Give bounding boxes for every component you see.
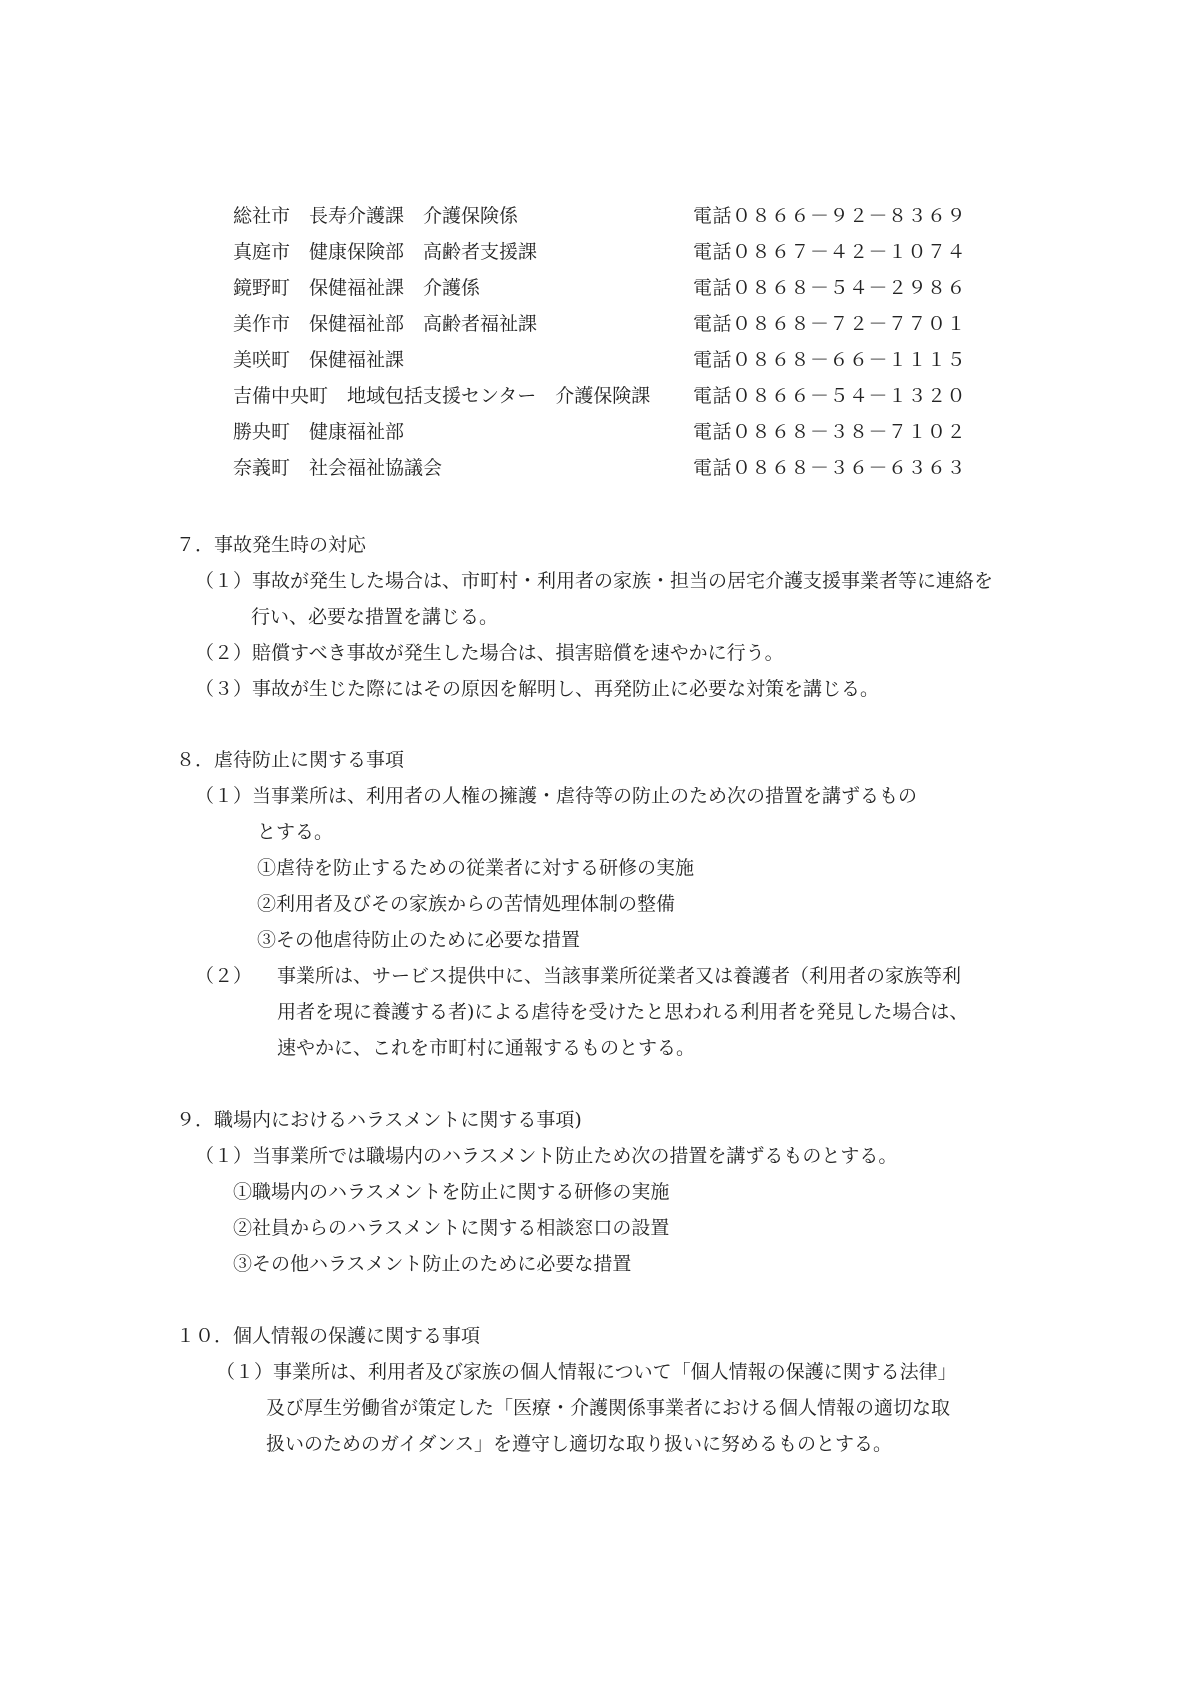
sub-item: ①虐待を防止するための従業者に対する研修の実施	[257, 857, 695, 879]
contact-phone: 電話０８６６－９２－８３６９	[693, 205, 967, 227]
contact-org: 勝央町 健康福祉部	[233, 421, 405, 443]
contact-org: 鏡野町 保健福祉課 介護係	[233, 277, 481, 299]
list-item: （２）賠償すべき事故が発生した場合は、損害賠償を速やかに行う。	[195, 642, 784, 664]
list-item: （１）事業所は、利用者及び家族の個人情報について「個人情報の保護に関する法律」	[216, 1361, 957, 1383]
contact-row	[233, 198, 993, 234]
contact-row	[233, 306, 993, 342]
sub-item: ③その他ハラスメント防止のために必要な措置	[233, 1253, 632, 1275]
contact-phone: 電話０８６８－７２－７７０１	[693, 313, 967, 335]
contact-row	[233, 234, 993, 270]
list-item-continuation: 行い、必要な措置を講じる。	[251, 606, 499, 628]
list-item-continuation: とする。	[257, 821, 334, 843]
list-item: 事業所は、サービス提供中に、当該事業所従業者又は養護者（利用者の家族等利	[277, 965, 962, 987]
contact-org: 美作市 保健福祉部 高齢者福祉課	[233, 313, 538, 335]
list-item: （１）当事業所は、利用者の人権の擁護・虐待等の防止のため次の措置を講ずるもの	[195, 785, 918, 807]
list-item-continuation: 速やかに、これを市町村に通報するものとする。	[277, 1037, 696, 1059]
section-heading: ８．虐待防止に関する事項	[176, 749, 405, 771]
contact-row	[233, 342, 993, 378]
contact-row	[233, 270, 993, 306]
contact-org: 総社市 長寿介護課 介護保険係	[233, 205, 519, 227]
list-item-continuation: 及び厚生労働省が策定した「医療・介護関係事業者における個人情報の適切な取	[266, 1397, 951, 1419]
list-item: （３）事故が生じた際にはその原因を解明し、再発防止に必要な対策を講じる。	[195, 678, 880, 700]
sub-item: ①職場内のハラスメントを防止に関する研修の実施	[233, 1181, 670, 1203]
list-item: （１）事故が発生した場合は、市町村・利用者の家族・担当の居宅介護支援事業者等に連絡を	[195, 570, 994, 592]
sub-item: ③その他虐待防止のために必要な措置	[257, 929, 581, 951]
contact-phone: 電話０８６７－４２－１０７４	[693, 241, 967, 263]
list-item-continuation: 扱いのためのガイダンス」を遵守し適切な取り扱いに努めるものとする。	[266, 1433, 893, 1455]
contact-org: 美咲町 保健福祉課	[233, 349, 405, 371]
section-heading: ９．職場内におけるハラスメントに関する事項)	[176, 1109, 582, 1131]
contact-phone: 電話０８６８－３８－７１０２	[693, 421, 967, 443]
section-heading: ７．事故発生時の対応	[176, 534, 367, 556]
contact-row	[233, 378, 993, 414]
contact-phone: 電話０８６８－５４－２９８６	[693, 277, 967, 299]
contact-phone: 電話０８６８－６６－１１１５	[693, 349, 967, 371]
contact-org: 吉備中央町 地域包括支援センター 介護保険課	[233, 385, 651, 407]
list-item-label: （２）	[195, 965, 253, 987]
contact-row	[233, 414, 993, 450]
contact-org: 奈義町 社会福祉協議会	[233, 457, 443, 479]
sub-item: ②社員からのハラスメントに関する相談窓口の設置	[233, 1217, 670, 1239]
contact-org: 真庭市 健康保険部 高齢者支援課	[233, 241, 538, 263]
section-heading: １０．個人情報の保護に関する事項	[176, 1325, 481, 1347]
sub-item: ②利用者及びその家族からの苦情処理体制の整備	[257, 893, 676, 915]
list-item: （１）当事業所では職場内のハラスメント防止ため次の措置を講ずるものとする。	[195, 1145, 898, 1167]
list-item-continuation: 用者を現に養護する者)による虐待を受けたと思われる利用者を発見した場合は、	[277, 1001, 969, 1023]
contact-list	[233, 198, 993, 486]
contact-phone: 電話０８６６－５４－１３２０	[693, 385, 967, 407]
contact-phone: 電話０８６８－３６－６３６３	[693, 457, 967, 479]
contact-row	[233, 450, 993, 486]
